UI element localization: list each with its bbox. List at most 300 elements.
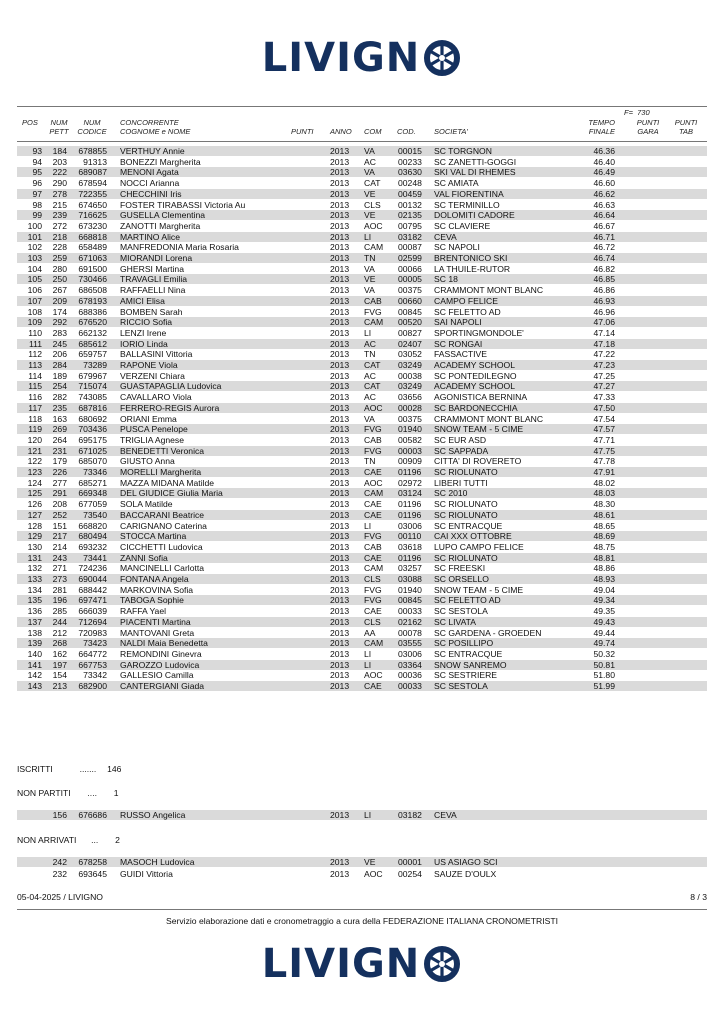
cell-bib: 252 — [52, 510, 67, 520]
cell-time: 47.91 — [593, 467, 615, 477]
cell-code: 712694 — [78, 617, 107, 627]
cell-time: 48.81 — [593, 553, 615, 563]
cell-club: SPORTINGMONDOLE' — [434, 328, 524, 338]
cell-club: SAUZE D'OULX — [434, 869, 497, 879]
cell-committee: AOC — [364, 670, 383, 680]
cell-committee: FVG — [364, 531, 382, 541]
cell-club-code: 00003 — [398, 446, 422, 456]
cell-bib: 189 — [52, 371, 67, 381]
cell-time: 51.80 — [593, 670, 615, 680]
cell-code: 73441 — [83, 553, 107, 563]
cell-bib: 284 — [52, 360, 67, 370]
cell-pos: 101 — [27, 232, 42, 242]
cell-club: SKI VAL DI RHEMES — [434, 167, 516, 177]
cell-code: 678855 — [78, 146, 107, 156]
cell-code: 664772 — [78, 649, 107, 659]
cell-club: SC ZANETTI-GOGGI — [434, 157, 517, 167]
cell-name: GIUSTO Anna — [120, 456, 175, 466]
cell-time: 50.32 — [593, 649, 615, 659]
cell-code: 73342 — [83, 670, 107, 680]
cell-year: 2013 — [330, 521, 350, 531]
non-arrivati-line: NON ARRIVATI ... 2 — [17, 835, 120, 845]
cell-club: SC RIOLUNATO — [434, 499, 498, 509]
cell-committee: CAM — [364, 242, 384, 252]
table-row — [17, 424, 707, 434]
cell-year: 2013 — [330, 574, 350, 584]
table-row — [17, 553, 707, 563]
cell-bib: 278 — [52, 189, 67, 199]
table-row — [17, 617, 707, 627]
table-row — [17, 456, 707, 466]
cell-club-code: 02162 — [398, 617, 422, 627]
cell-committee: CAT — [364, 381, 381, 391]
cell-pos: 124 — [27, 478, 42, 488]
cell-club: CRAMMONT MONT BLANC — [434, 285, 544, 295]
cell-year: 2013 — [330, 628, 350, 638]
cell-club-code: 03124 — [398, 488, 422, 498]
cell-time: 47.57 — [593, 424, 615, 434]
cell-time: 48.86 — [593, 563, 615, 573]
cell-committee: AOC — [364, 478, 383, 488]
cell-time: 47.54 — [593, 414, 615, 424]
cell-time: 46.93 — [593, 296, 615, 306]
cell-year: 2013 — [330, 510, 350, 520]
cell-club-code: 00375 — [398, 414, 422, 424]
cell-pos: 97 — [32, 189, 42, 199]
table-row — [17, 210, 707, 220]
cell-pos: 141 — [27, 660, 42, 670]
cell-year: 2013 — [330, 446, 350, 456]
cell-committee: AC — [364, 157, 376, 167]
cell-committee: CAE — [364, 467, 382, 477]
cell-committee: VA — [364, 414, 375, 424]
cell-name: FOSTER TIRABASSI Victoria Au — [120, 200, 246, 210]
cell-year: 2013 — [330, 424, 350, 434]
cell-name: VERZENI Chiara — [120, 371, 185, 381]
cell-name: STOCCA Martina — [120, 531, 187, 541]
cell-code: 730466 — [78, 274, 107, 284]
cell-bib: 228 — [52, 242, 67, 252]
cell-club: LUPO CAMPO FELICE — [434, 542, 524, 552]
cell-committee: CAB — [364, 542, 382, 552]
cell-bib: 272 — [52, 221, 67, 231]
cell-club-code: 00254 — [398, 869, 422, 879]
cell-code: 678193 — [78, 296, 107, 306]
cell-year: 2013 — [330, 681, 350, 691]
cell-pos: 139 — [27, 638, 42, 648]
cell-name: LENZI Irene — [120, 328, 167, 338]
cell-club-code: 00520 — [398, 317, 422, 327]
cell-club-code: 00110 — [398, 531, 422, 541]
cell-club: CRAMMONT MONT BLANC — [434, 414, 544, 424]
cell-code: 689087 — [78, 167, 107, 177]
cell-time: 46.63 — [593, 200, 615, 210]
table-row — [17, 307, 707, 317]
cell-name: CARIGNANO Caterina — [120, 521, 207, 531]
cell-pos: 121 — [27, 446, 42, 456]
cell-club-code: 03618 — [398, 542, 422, 552]
footer-rule — [17, 909, 707, 910]
cell-committee: CAT — [364, 360, 381, 370]
table-row — [17, 274, 707, 284]
cell-code: 73540 — [83, 510, 107, 520]
cell-year: 2013 — [330, 456, 350, 466]
cell-committee: CAE — [364, 499, 382, 509]
cell-pos: 111 — [28, 339, 42, 349]
cell-club-code: 00066 — [398, 264, 422, 274]
cell-club-code: 00038 — [398, 371, 422, 381]
cell-bib: 254 — [52, 381, 67, 391]
cell-pos: 110 — [28, 328, 42, 338]
cell-year: 2013 — [330, 274, 350, 284]
cell-time: 47.27 — [593, 381, 615, 391]
cell-year: 2013 — [330, 478, 350, 488]
cell-name: CHECCHINI Iris — [120, 189, 182, 199]
cell-club: US ASIAGO SCI — [434, 857, 498, 867]
cell-year: 2013 — [330, 317, 350, 327]
cell-name: IORIO Linda — [120, 339, 168, 349]
cell-club: CAMPO FELICE — [434, 296, 498, 306]
cell-club: VAL FIORENTINA — [434, 189, 504, 199]
table-row — [17, 510, 707, 520]
cell-year: 2013 — [330, 414, 350, 424]
cell-code: 676686 — [78, 810, 107, 820]
cell-code: 722355 — [78, 189, 107, 199]
livigno-logo-top — [0, 35, 724, 81]
cell-name: BOMBEN Sarah — [120, 307, 183, 317]
table-row — [17, 381, 707, 391]
cell-pos: 130 — [27, 542, 42, 552]
cell-club-code: 03364 — [398, 660, 422, 670]
cell-bib: 209 — [52, 296, 67, 306]
cell-club: SC ORSELLO — [434, 574, 489, 584]
cell-committee: AOC — [364, 221, 383, 231]
cell-time: 48.30 — [593, 499, 615, 509]
cell-year: 2013 — [330, 360, 350, 370]
table-row — [17, 478, 707, 488]
cell-year: 2013 — [330, 307, 350, 317]
cell-bib: 162 — [52, 649, 67, 659]
cell-pos: 142 — [27, 670, 42, 680]
col-punti-tab: PUNTI TAB — [674, 118, 698, 136]
cell-club: SC LIVATA — [434, 617, 477, 627]
col-anno: ANNO — [330, 127, 352, 136]
cell-bib: 206 — [52, 349, 67, 359]
cell-club: BRENTONICO SKI — [434, 253, 508, 263]
cell-pos: 135 — [27, 595, 42, 605]
cell-pos: 133 — [27, 574, 42, 584]
cell-club-code: 00033 — [398, 606, 422, 616]
cell-time: 49.43 — [593, 617, 615, 627]
cell-bib: 282 — [52, 392, 67, 402]
cell-committee: AC — [364, 339, 376, 349]
cell-pos: 99 — [32, 210, 42, 220]
table-row — [17, 221, 707, 231]
cell-name: AMICI Elisa — [120, 296, 165, 306]
cell-code: 686508 — [78, 285, 107, 295]
cell-name: PIACENTI Martina — [120, 617, 191, 627]
cell-club-code: 01196 — [398, 499, 422, 509]
cell-club-code: 00015 — [398, 146, 422, 156]
cell-club: SC RONGAI — [434, 339, 483, 349]
cell-pos: 113 — [28, 360, 42, 370]
cell-committee: AOC — [364, 869, 383, 879]
cell-year: 2013 — [330, 221, 350, 231]
cell-year: 2013 — [330, 242, 350, 252]
cell-time: 47.33 — [593, 392, 615, 402]
snowflake-o-icon — [422, 944, 462, 984]
cell-year: 2013 — [330, 253, 350, 263]
col-cod: COD. — [397, 127, 416, 136]
cell-code: 690044 — [78, 574, 107, 584]
cell-time: 46.85 — [593, 274, 615, 284]
cell-club: LA THUILE-RUTOR — [434, 264, 511, 274]
cell-time: 46.67 — [593, 221, 615, 231]
cell-code: 688386 — [78, 307, 107, 317]
cell-club: SC EUR ASD — [434, 435, 487, 445]
cell-committee: AOC — [364, 403, 383, 413]
cell-code: 687816 — [78, 403, 107, 413]
cell-club-code: 03182 — [398, 810, 422, 820]
cell-pos: 134 — [27, 585, 42, 595]
cell-club: SC BARDONECCHIA — [434, 403, 518, 413]
cell-pos: 94 — [32, 157, 42, 167]
cell-pos: 93 — [32, 146, 42, 156]
table-row — [17, 869, 707, 879]
cell-year: 2013 — [330, 531, 350, 541]
non-partiti-line: NON PARTITI .... 1 — [17, 788, 119, 798]
cell-bib: 283 — [52, 328, 67, 338]
cell-time: 46.74 — [593, 253, 615, 263]
table-row — [17, 585, 707, 595]
cell-year: 2013 — [330, 296, 350, 306]
cell-committee: FVG — [364, 446, 382, 456]
table-row — [17, 414, 707, 424]
cell-name: MASOCH Ludovica — [120, 857, 195, 867]
cell-time: 46.71 — [593, 232, 615, 242]
cell-club-code: 01940 — [398, 585, 422, 595]
cell-year: 2013 — [330, 285, 350, 295]
cell-club: SC FELETTO AD — [434, 595, 501, 605]
cell-name: GALLESIO Camilla — [120, 670, 194, 680]
cell-time: 46.40 — [593, 157, 615, 167]
cell-name: MENONI Agata — [120, 167, 179, 177]
table-row — [17, 670, 707, 680]
cell-club-code: 03006 — [398, 649, 422, 659]
cell-club-code: 03630 — [398, 167, 422, 177]
cell-committee: CAB — [364, 296, 382, 306]
cell-code: 73346 — [83, 467, 107, 477]
cell-time: 46.62 — [593, 189, 615, 199]
cell-code: 693645 — [78, 869, 107, 879]
cell-club: AGONISTICA BERNINA — [434, 392, 528, 402]
cell-pos: 109 — [27, 317, 42, 327]
cell-committee: VE — [364, 189, 376, 199]
cell-year: 2013 — [330, 617, 350, 627]
cell-time: 49.34 — [593, 595, 615, 605]
cell-code: 668818 — [78, 232, 107, 242]
cell-pos: 119 — [28, 424, 42, 434]
table-row — [17, 595, 707, 605]
cell-time: 48.93 — [593, 574, 615, 584]
cell-club-code: 03006 — [398, 521, 422, 531]
cell-bib: 222 — [52, 167, 67, 177]
cell-code: 743085 — [78, 392, 107, 402]
cell-club-code: 03555 — [398, 638, 422, 648]
cell-committee: LI — [364, 232, 372, 242]
cell-year: 2013 — [330, 264, 350, 274]
cell-time: 48.69 — [593, 531, 615, 541]
table-row — [17, 488, 707, 498]
cell-year: 2013 — [330, 328, 350, 338]
cell-code: 679967 — [78, 371, 107, 381]
col-punti-gara: PUNTI GARA — [636, 118, 660, 136]
cell-year: 2013 — [330, 146, 350, 156]
cell-club: SC 18 — [434, 274, 458, 284]
cell-club-code: 02135 — [398, 210, 422, 220]
cell-code: 666039 — [78, 606, 107, 616]
cell-committee: CAM — [364, 317, 384, 327]
cell-time: 49.74 — [593, 638, 615, 648]
cell-code: 662132 — [78, 328, 107, 338]
table-row — [17, 157, 707, 167]
table-row — [17, 360, 707, 370]
table-row — [17, 189, 707, 199]
cell-bib: 280 — [52, 264, 67, 274]
cell-committee: TN — [364, 349, 376, 359]
cell-club: CEVA — [434, 232, 457, 242]
table-row — [17, 253, 707, 263]
col-num-pett: NUM PETT — [49, 118, 69, 136]
cell-code: 673230 — [78, 221, 107, 231]
cell-bib: 243 — [52, 553, 67, 563]
cell-club-code: 03182 — [398, 232, 422, 242]
cell-name: MARTINO Alice — [120, 232, 181, 242]
cell-name: BALLASINI Vittoria — [120, 349, 193, 359]
cell-name: GUSELLA Clementina — [120, 210, 206, 220]
cell-name: GHERSI Martina — [120, 264, 184, 274]
cell-code: 688442 — [78, 585, 107, 595]
cell-code: 685271 — [78, 478, 107, 488]
cell-bib: 232 — [52, 869, 67, 879]
cell-bib: 197 — [52, 660, 67, 670]
cell-club: CAI XXX OTTOBRE — [434, 531, 512, 541]
cell-time: 46.36 — [593, 146, 615, 156]
cell-club: FASSACTIVE — [434, 349, 488, 359]
cell-club: ACADEMY SCHOOL — [434, 381, 516, 391]
cell-committee: CLS — [364, 617, 381, 627]
cell-code: 73289 — [83, 360, 107, 370]
cell-bib: 277 — [52, 478, 67, 488]
cell-club-code: 00033 — [398, 681, 422, 691]
cell-time: 46.72 — [593, 242, 615, 252]
cell-code: 680494 — [78, 531, 107, 541]
cell-name: RAFFA Yael — [120, 606, 167, 616]
cell-bib: 196 — [52, 595, 67, 605]
table-row — [17, 232, 707, 242]
table-row — [17, 264, 707, 274]
cell-code: 671025 — [78, 446, 107, 456]
table-row — [17, 285, 707, 295]
table-row — [17, 606, 707, 616]
header-bottom-rule — [17, 141, 707, 142]
footer-service-text: Servizio elaborazione dati e cronometraggio a cura della FEDERAZIONE ITALIANA CRONOMETRISTI — [166, 916, 558, 926]
cell-code: 659757 — [78, 349, 107, 359]
col-punti: PUNTI — [291, 127, 314, 136]
cell-club-code: 00845 — [398, 307, 422, 317]
cell-time: 46.64 — [593, 210, 615, 220]
cell-time: 49.44 — [593, 628, 615, 638]
cell-time: 46.49 — [593, 167, 615, 177]
cell-committee: CAT — [364, 178, 381, 188]
cell-committee: VE — [364, 210, 376, 220]
table-row — [17, 446, 707, 456]
table-row — [17, 649, 707, 659]
cell-bib: 212 — [52, 628, 67, 638]
cell-club: SNOW SANREMO — [434, 660, 507, 670]
cell-pos: 96 — [32, 178, 42, 188]
cell-year: 2013 — [330, 563, 350, 573]
cell-committee: CLS — [364, 200, 381, 210]
cell-name: BONEZZI Margherita — [120, 157, 201, 167]
cell-code: 685070 — [78, 456, 107, 466]
cell-committee: CLS — [364, 574, 381, 584]
cell-code: 667753 — [78, 660, 107, 670]
cell-year: 2013 — [330, 499, 350, 509]
cell-pos: 105 — [27, 274, 42, 284]
cell-committee: FVG — [364, 424, 382, 434]
cell-committee: LI — [364, 660, 372, 670]
fis-factor: F= 730 — [624, 108, 650, 117]
cell-bib: 217 — [52, 531, 67, 541]
cell-pos: 131 — [27, 553, 42, 563]
cell-pos: 126 — [27, 499, 42, 509]
cell-committee: FVG — [364, 595, 382, 605]
table-row — [17, 810, 707, 820]
cell-club: SC TERMINILLO — [434, 200, 500, 210]
cell-pos: 118 — [28, 414, 42, 424]
table-row — [17, 857, 707, 867]
cell-club: SAI NAPOLI — [434, 317, 482, 327]
cell-time: 48.61 — [593, 510, 615, 520]
table-row — [17, 349, 707, 359]
cell-name: GAROZZO Ludovica — [120, 660, 200, 670]
cell-code: 682900 — [78, 681, 107, 691]
cell-pos: 129 — [27, 531, 42, 541]
cell-committee: AC — [364, 392, 376, 402]
table-row — [17, 681, 707, 691]
table-row — [17, 392, 707, 402]
cell-name: ZANOTTI Margherita — [120, 221, 201, 231]
cell-bib: 290 — [52, 178, 67, 188]
cell-year: 2013 — [330, 157, 350, 167]
cell-bib: 267 — [52, 285, 67, 295]
table-row — [17, 563, 707, 573]
cell-club: SC SESTRIERE — [434, 670, 498, 680]
table-row — [17, 296, 707, 306]
cell-time: 47.75 — [593, 446, 615, 456]
cell-code: 658489 — [78, 242, 107, 252]
cell-committee: VE — [364, 274, 376, 284]
cell-time: 47.22 — [593, 349, 615, 359]
cell-time: 46.60 — [593, 178, 615, 188]
cell-year: 2013 — [330, 189, 350, 199]
cell-year: 2013 — [330, 467, 350, 477]
cell-pos: 104 — [27, 264, 42, 274]
cell-bib: 291 — [52, 488, 67, 498]
cell-name: BENEDETTI Veronica — [120, 446, 205, 456]
cell-year: 2013 — [330, 488, 350, 498]
